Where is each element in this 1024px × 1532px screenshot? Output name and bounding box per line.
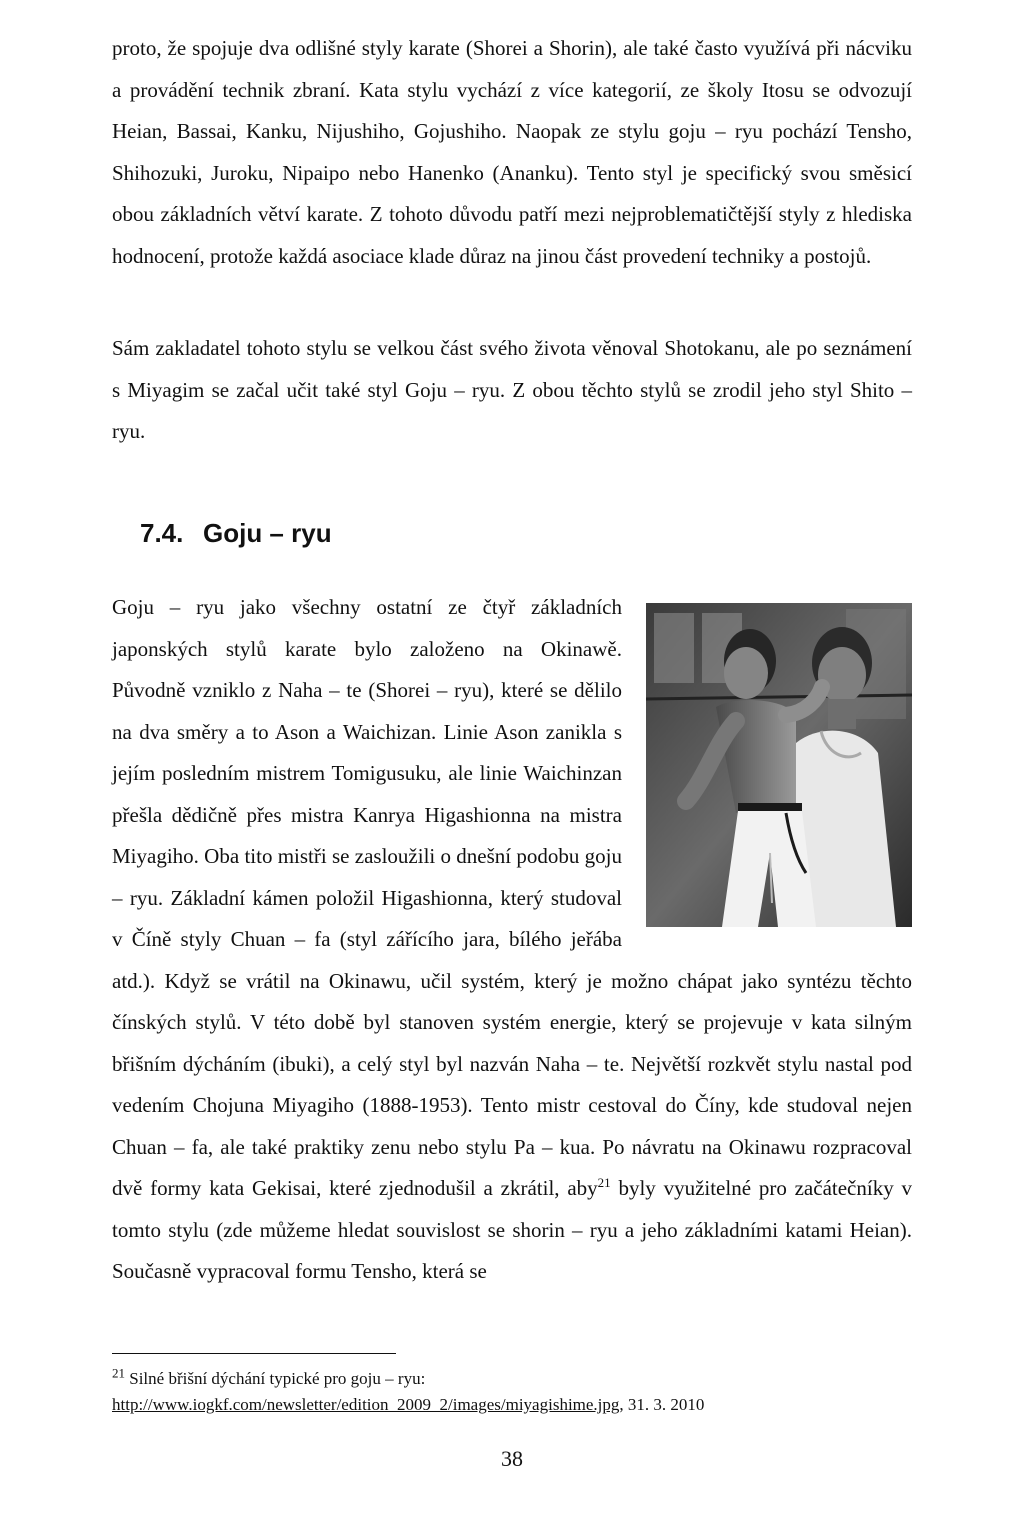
footnote bbox=[112, 1366, 912, 1418]
footnote-divider bbox=[112, 1353, 396, 1354]
footnote-text: Silné břišní dýchání typické pro goju – ryu: bbox=[125, 1369, 426, 1388]
paragraph-shito-ryu-kata: proto, že spojuje dva odlišné styly karate (Shorei a Shorin), ale také často využívá při nácviku a provádění technik zbraní. Kata stylu vychází z více kategorií, ze školy Itosu se odvozují Heian, Bassai, Kanku, Nijushiho, Gojushiho. Naopak ze stylu goju – ryu pochází Tensho, Shihozuki, Juroku, Nipaipo nebo Hanenko (Ananku). Tento styl je specifický svou směsicí obou základních větví karate. Z tohoto důvodu patří mezi nejproblematičtější styly z hlediska hodnocení, protože každá asociace klade důraz na jinou část provedení techniky a postojů. bbox=[112, 36, 912, 268]
paragraph-goju-ryu bbox=[112, 587, 912, 1293]
section-title: Goju – ryu bbox=[203, 518, 332, 548]
page-number: 38 bbox=[501, 1446, 523, 1471]
paragraph-goju-ryu-continued: byly využitelné pro začátečníky v tomto stylu (zde můžeme hledat souvislost se shorin – ryu a jeho základními katami Heian). Současně vypracoval formu Tensho, která se bbox=[112, 1176, 912, 1283]
paragraph-goju-ryu-text: Goju – ryu jako všechny ostatní ze čtyř základních japonských stylů karate bylo založeno na Okinawě. Původně vzniklo z Naha – te (Shorei – ryu), které se dělilo na dva směry a to Ason a Waichizan. Linie Ason zanikla s jejím posledním mistrem Tomigusuku, ale linie Waichinzan přešla dědičně přes mistra Kanrya Higashionna na mistra Miyagiho. Oba tito mistři se zasloužili o dnešní podobu goju – ryu. Základní kámen položil Higashionna, který studoval v Číně styly Chuan – fa (styl zářícího jara, bílého jeřába atd.). Když se vrátil na Okinawu, učil systém, který je možno chápat jako syntézu těchto čínských stylů. V této době byl stanoven systém energie, který se projevuje v kata silným břišním dýcháním (ibuki), a celý styl byl nazván Naha – te. Největší rozkvět stylu nastal pod vedením Chojuna Miyagiho (1888-1953). Tento mistr cestoval do Číny, kde studoval nejen Chuan – fa, ale také praktiky zenu nebo stylu Pa – kua. Po návratu na Okinawu rozpracoval dvě formy kata Gekisai, které zjednodušil a zkrátil, aby bbox=[112, 595, 912, 1200]
section-heading bbox=[140, 518, 332, 549]
footnote-link[interactable]: http://www.iogkf.com/newsletter/edition_2009_2/images/miyagishime.jpg bbox=[112, 1395, 620, 1414]
section-number: 7.4. bbox=[140, 518, 184, 548]
karate-masters-photo bbox=[646, 603, 912, 927]
paragraph-shito-ryu-founder: Sám zakladatel tohoto stylu se velkou část svého života věnoval Shotokanu, ale po seznámení s Miyagim se začal učit také styl Goju – ryu. Z obou těchto stylů se zrodil jeho styl Shito – ryu. bbox=[112, 336, 912, 443]
footnote-number: 21 bbox=[112, 1365, 125, 1381]
footnote-date: , 31. 3. 2010 bbox=[619, 1395, 705, 1414]
photo-frame bbox=[646, 603, 912, 927]
footnote-ref[interactable]: 21 bbox=[597, 1175, 611, 1190]
